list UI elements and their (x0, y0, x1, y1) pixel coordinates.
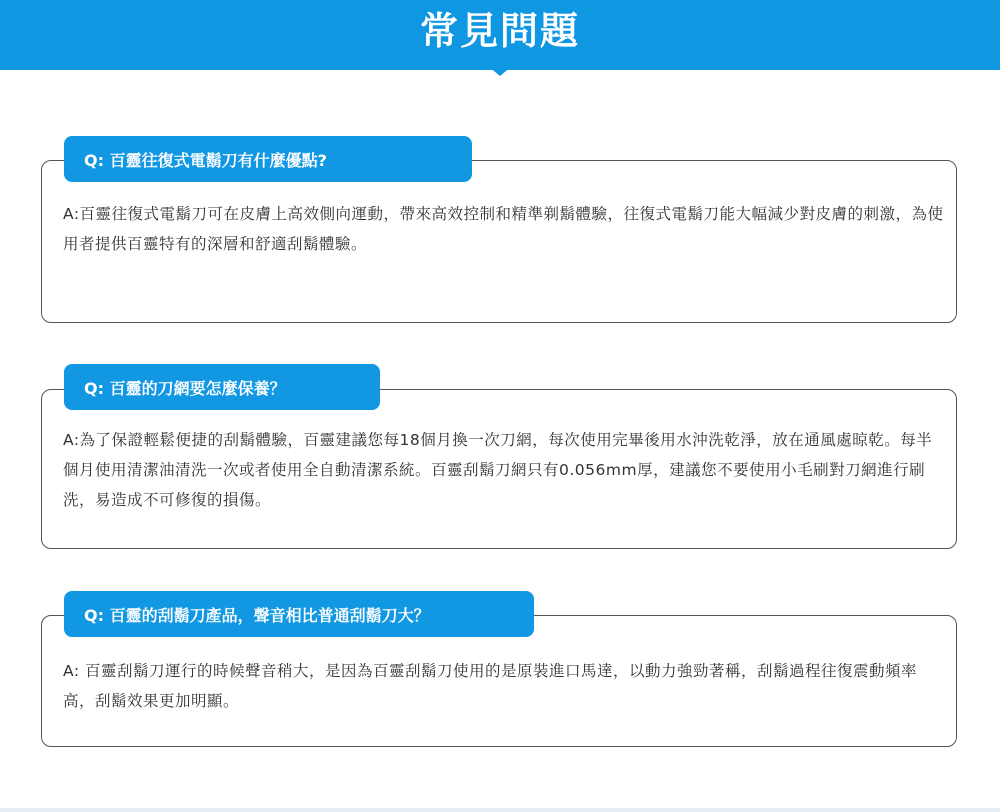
page-title: 常見問題 (419, 9, 580, 53)
header-tab (410, 0, 590, 66)
faq-answer-1: A:百靈往復式電鬍刀可在皮膚上高效側向運動，帶來高效控制和精準剃鬍體驗，往復式電鬍刀能大幅減少對皮膚的刺激，為使用者提供百靈特有的深層和舒適刮鬍體驗。 (63, 205, 944, 253)
footer-divider (0, 808, 1000, 812)
faq-answer-3: A: 百靈刮鬍刀運行的時候聲音稍大，是因為百靈刮鬍刀使用的是原裝進口馬達，以動力強勁著稱，刮鬍過程往復震動頻率高，刮鬍效果更加明顯。 (63, 662, 917, 710)
faq-question-1[interactable]: Q: 百靈往復式電鬍刀有什麼優點? (64, 136, 472, 182)
faq-answer-2: A:為了保證輕鬆便捷的刮鬍體驗，百靈建議您每18個月換一次刀網，每次使用完畢後用水沖洗乾淨，放在通風處晾乾。每半個月使用清潔油清洗一次或者使用全自動清潔系統。百靈刮鬍刀網只有0.056mm厚，建議您不要使用小毛刷對刀網進行刷洗，易造成不可修復的損傷。 (63, 431, 933, 509)
faq-question-3[interactable]: Q: 百靈的刮鬍刀產品，聲音相比普通刮鬍刀大？ (64, 591, 534, 637)
faq-question-2[interactable]: Q: 百靈的刀網要怎麼保養？ (64, 364, 380, 410)
